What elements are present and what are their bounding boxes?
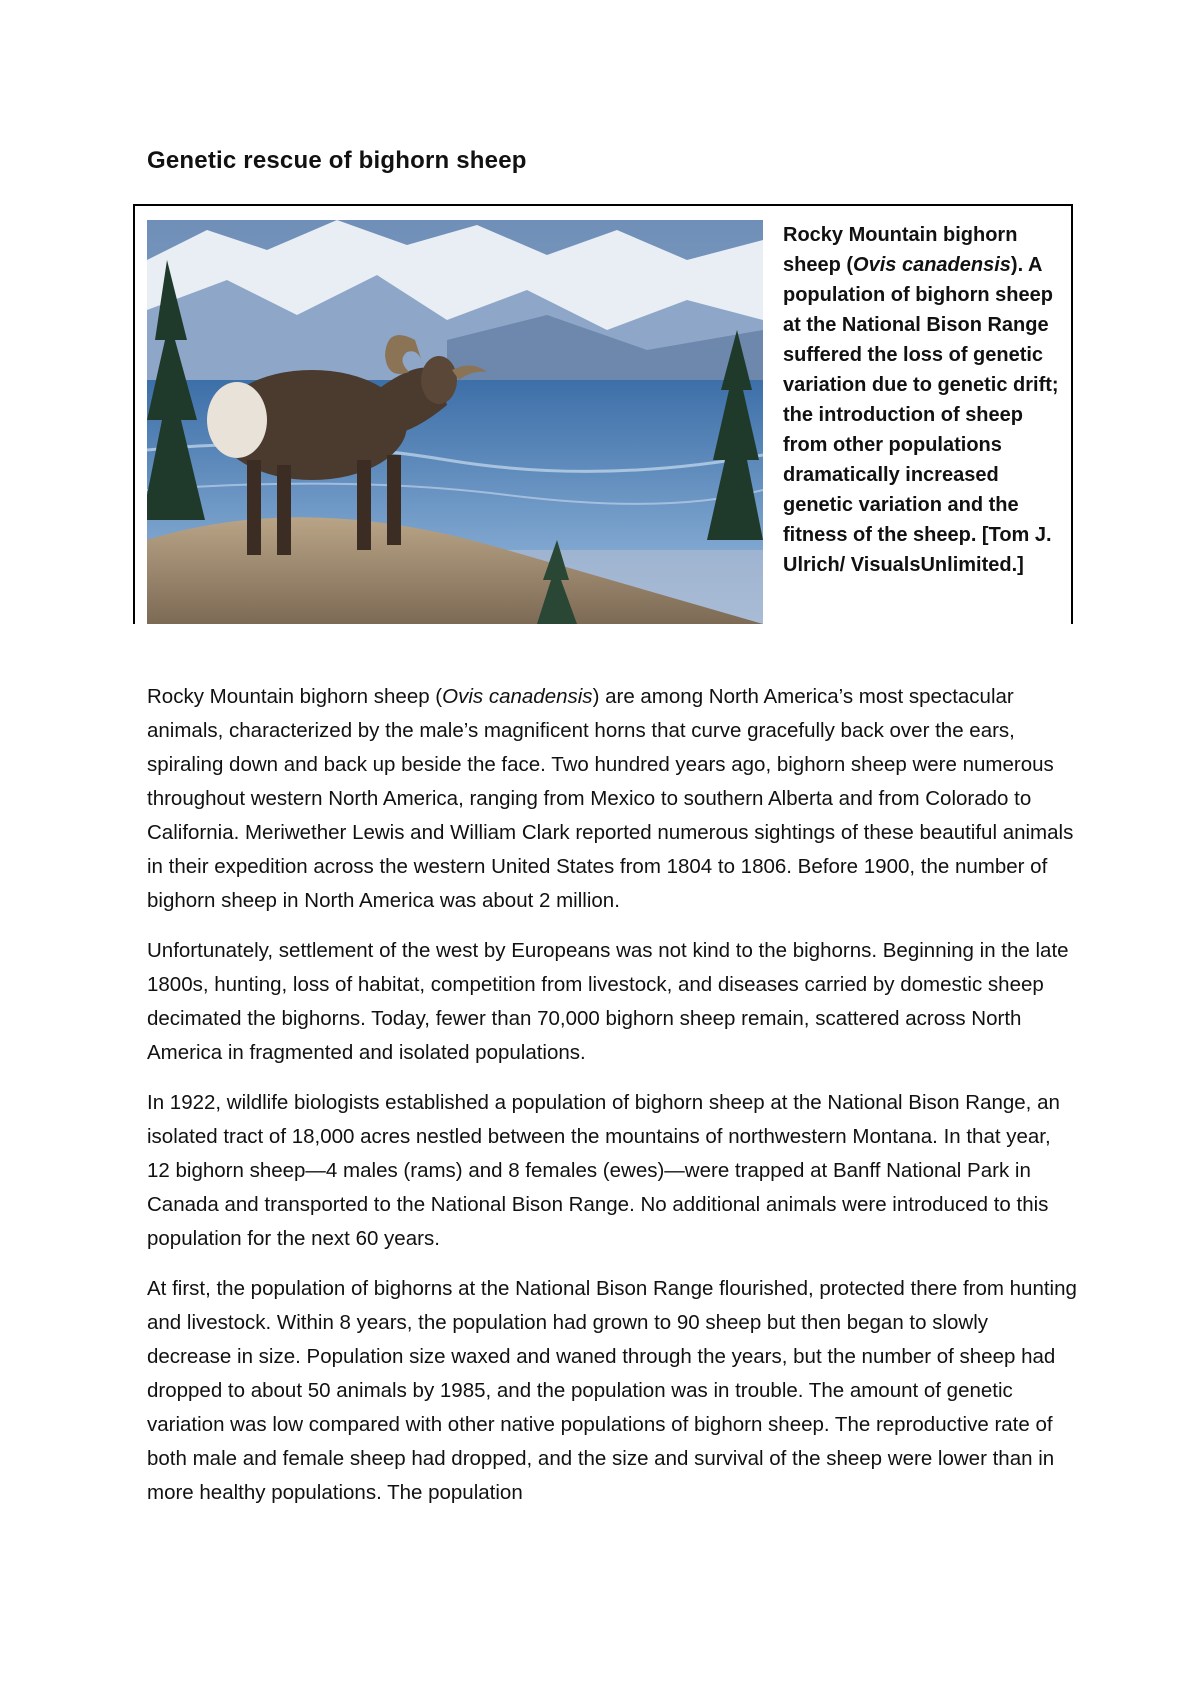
paragraph-3: In 1922, wildlife biologists established a population of bighorn sheep at the National Bison Range, an isolated tract of 18,000 acres nestled between the mountains of northwestern Montana. In that year, 12 bighorn sheep—4 males (rams) and 8 females (ewes)—were trapped at Banff National Park in Canada and transported to the National Bison Range. No additional animals were introduced to this population for the next 60 years. bbox=[147, 1091, 1060, 1250]
figure-box bbox=[133, 204, 1073, 624]
caption-text-start: Rocky Mountain bighorn sheep ( bbox=[783, 224, 1018, 276]
paragraph-1 bbox=[147, 680, 1077, 918]
paragraph-2: Unfortunately, settlement of the west by Europeans was not kind to the bighorns. Beginning in the late 1800s, hunting, loss of habitat, competition from livestock, and diseases carried by domestic sheep decimated the bighorns. Today, fewer than 70,000 bighorn sheep remain, scattered across North America in fragmented and isolated populations. bbox=[147, 939, 1069, 1064]
paragraph-1-end: ) are among North America’s most spectacular animals, characterized by the male’s magnificent horns that curve gracefully back over the ears, spiraling down and back up beside the face. Two hundred years ago, bighorn sheep were numerous throughout western North America, ranging from Mexico to southern Alberta and from Colorado to California. Meriwether Lewis and William Clark reported numerous sightings of these beautiful animals in their expedition across the western United States from 1804 to 1806. Before 1900, the number of bighorn sheep in North America was about 2 million. bbox=[147, 685, 1074, 912]
paragraph-1-start: Rocky Mountain bighorn sheep ( bbox=[147, 685, 443, 708]
article-body bbox=[147, 680, 1077, 1526]
page-title: Genetic rescue of bighorn sheep bbox=[147, 147, 527, 174]
paragraph-1-species-name: Ovis canadensis bbox=[442, 685, 593, 708]
caption-species-name: Ovis canadensis bbox=[853, 254, 1011, 276]
figure-caption bbox=[783, 220, 1065, 580]
paragraph-4: At first, the population of bighorns at the National Bison Range flourished, protected there from hunting and livestock. Within 8 years, the population had grown to 90 sheep but then began to slowly decrease in size. Population size waxed and waned through the years, but the number of sheep had dropped to about 50 animals by 1985, and the population was in trouble. The amount of genetic variation was low compared with other native populations of bighorn sheep. The reproductive rate of both male and female sheep had dropped, and the size and survival of the sheep were lower than in more healthy populations. The population bbox=[147, 1277, 1077, 1504]
caption-text-end: ). A population of bighorn sheep at the National Bison Range suffered the loss of genetic variation due to genetic drift; the introduction of sheep from other populations dramatically increased genetic variation and the fitness of the sheep. [Tom J. Ulrich/ VisualsUnlimited.] bbox=[783, 254, 1059, 576]
bighorn-sheep-photo bbox=[147, 220, 763, 624]
